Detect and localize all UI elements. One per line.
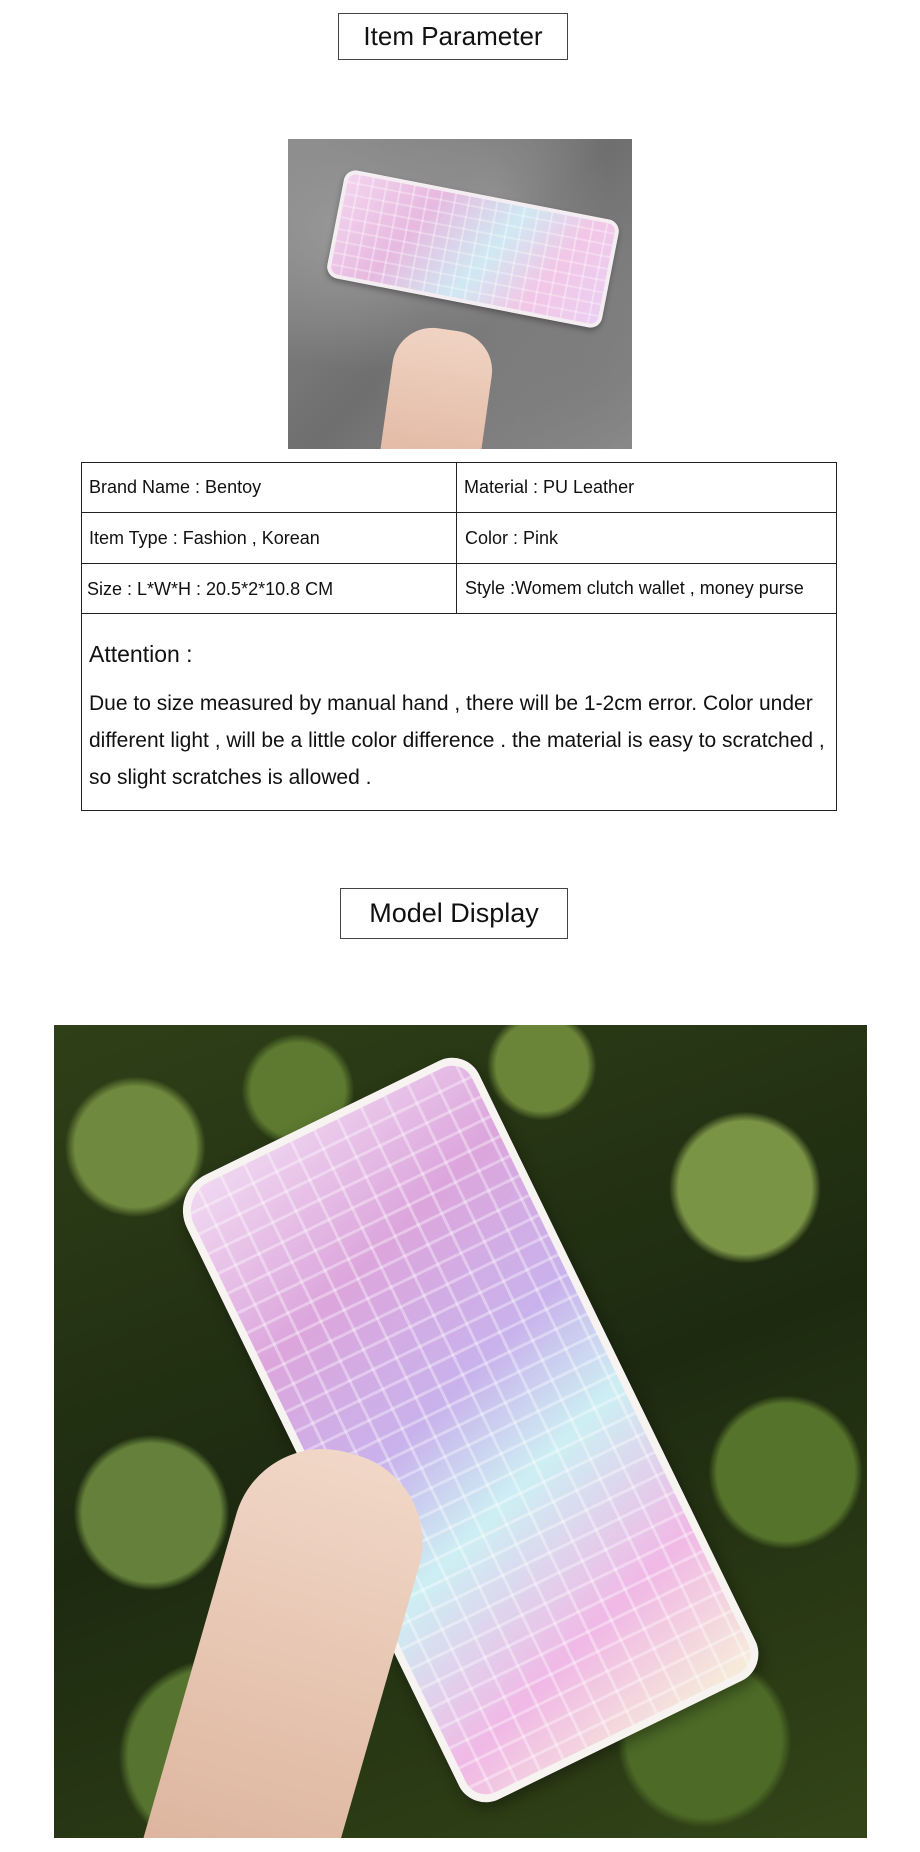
hand-image: [379, 323, 498, 449]
section-title-item-parameter: Item Parameter: [338, 13, 568, 60]
param-size: Size : L*W*H : 20.5*2*10.8 CM: [87, 578, 334, 599]
param-material: Material : PU Leather: [464, 477, 635, 497]
param-color: Color : Pink: [465, 528, 559, 548]
parameter-table: [81, 462, 837, 811]
product-photo-wallet: [288, 139, 632, 449]
hand-image: [134, 1428, 443, 1838]
section-title-model-display: Model Display: [340, 888, 568, 939]
model-display-photo: [54, 1025, 867, 1838]
param-style: Style :Womem clutch wallet , money purse: [465, 577, 804, 598]
wallet-image: [325, 168, 621, 329]
table-divider: [456, 463, 457, 614]
attention-title: Attention :: [89, 641, 193, 667]
attention-text: Due to size measured by manual hand , there will be 1-2cm error. Color under different light , will be a little color difference . the material is easy to scratched , so slight scratches is allowed .: [89, 692, 825, 789]
param-item-type: Item Type : Fashion , Korean: [89, 528, 320, 548]
param-brand-name: Brand Name : Bentoy: [89, 477, 262, 497]
